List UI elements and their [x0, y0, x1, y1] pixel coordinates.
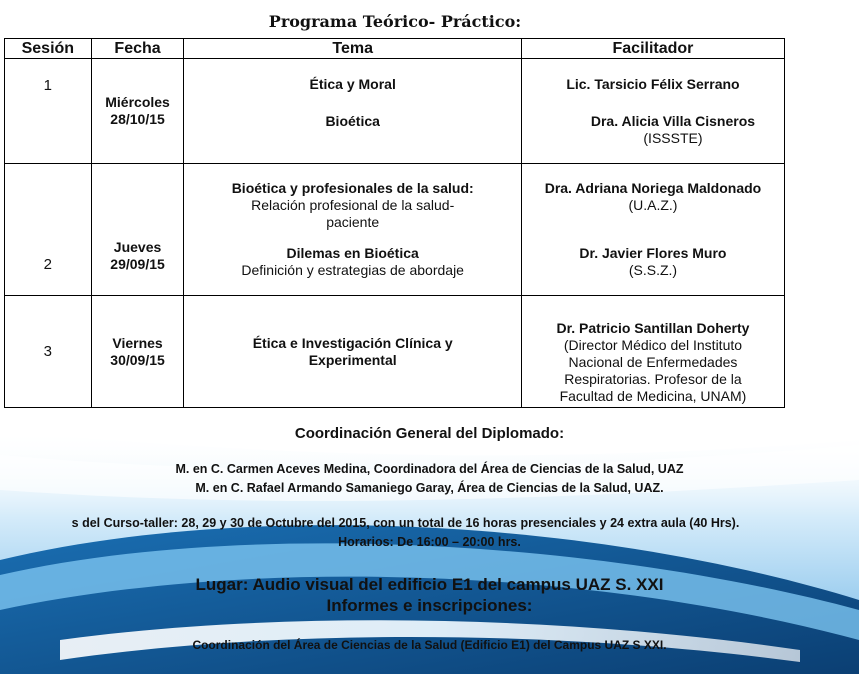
- facilitator-affiliation: (ISSSTE): [643, 129, 703, 146]
- header-topic: Tema: [184, 39, 521, 59]
- session-topics: [184, 164, 521, 296]
- table-row: [5, 164, 785, 296]
- topic-title: Bioética y profesionales de la salud:: [231, 180, 474, 196]
- date-day: Miércoles: [105, 94, 170, 110]
- session-number-text: 2: [43, 256, 52, 273]
- table-header-row: [5, 39, 785, 59]
- topic-title: Ética y Moral: [309, 75, 396, 92]
- date-value: 30/09/15: [110, 351, 165, 368]
- topic-subtitle: Definición y estrategias de abordaje: [241, 262, 464, 278]
- venue-place: Lugar: Audio visual del edificio E1 del campus UAZ S. XXI: [195, 575, 664, 594]
- session-facilitators: [521, 59, 784, 164]
- session-number-text: 3: [43, 343, 52, 360]
- program-table: [4, 38, 785, 408]
- header-date: Fecha: [91, 39, 184, 59]
- session-topics: [184, 59, 521, 164]
- header-session: Sesión: [5, 39, 92, 59]
- contact-area: Coordinación del Área de Ciencias de la Salud (Edificio E1) del Campus UAZ S XXI.: [192, 638, 667, 652]
- session-facilitators: [521, 296, 784, 408]
- date-value: 28/10/15: [110, 111, 165, 127]
- session-number-text: 1: [43, 77, 52, 94]
- header-facilitator: Facilitador: [521, 39, 784, 59]
- session-facilitators: [521, 164, 784, 296]
- facilitator-affiliation: (U.A.Z.): [628, 197, 678, 213]
- facilitator-name: Dra. Adriana Noriega Maldonado: [544, 180, 762, 196]
- facilitator-name: Dra. Alicia Villa Cisneros: [590, 112, 756, 129]
- session-number: [5, 59, 92, 164]
- topic-title: Ética e Investigación Clínica y Experimental: [252, 334, 453, 368]
- session-date: [91, 59, 184, 164]
- topic-title: Dilemas en Bioética: [286, 245, 419, 261]
- table-row: [5, 59, 785, 164]
- course-hours: Horarios: De 16:00 – 20:00 hrs.: [338, 535, 521, 549]
- session-number: [5, 296, 92, 408]
- course-dates: s del Curso-taller: 28, 29 y 30 de Octubre del 2015, con un total de 16 horas presenciales y 24 extra aula (40 Hrs).: [71, 516, 740, 530]
- venue-info: Informes e inscripciones:: [326, 596, 533, 615]
- facilitator-name: Dr. Javier Flores Muro: [579, 245, 727, 261]
- session-date: [91, 296, 184, 408]
- facilitator-affiliation: (Director Médico del Instituto Nacional de Enfermedades Respiratorias. Profesor de la Facultad de Medicina, UNAM): [559, 337, 747, 404]
- date-day: Jueves: [113, 239, 162, 255]
- session-topics: [184, 296, 521, 408]
- coordination-title: Coordinación General del Diplomado:: [294, 425, 565, 442]
- topic-title: Bioética: [325, 112, 380, 129]
- session-number: [5, 164, 92, 296]
- facilitator-name: Dr. Patricio Santillan Doherty: [556, 320, 750, 336]
- facilitator-affiliation: (S.S.Z.): [628, 262, 678, 278]
- session-date: [91, 164, 184, 296]
- facilitator-name: Lic. Tarsicio Félix Serrano: [566, 75, 740, 92]
- program-title: Programa Teórico- Práctico:: [268, 12, 522, 31]
- date-day: Viernes: [112, 334, 163, 351]
- table-row: [5, 296, 785, 408]
- coordinator-line-1: M. en C. Carmen Aceves Medina, Coordinadora del Área de Ciencias de la Salud, UAZ: [175, 462, 684, 476]
- coordinator-line-2: M. en C. Rafael Armando Samaniego Garay, Área de Ciencias de la Salud, UAZ.: [195, 481, 664, 495]
- topic-subtitle: Relación profesional de la salud-paciente: [251, 197, 455, 230]
- date-value: 29/09/15: [110, 256, 165, 272]
